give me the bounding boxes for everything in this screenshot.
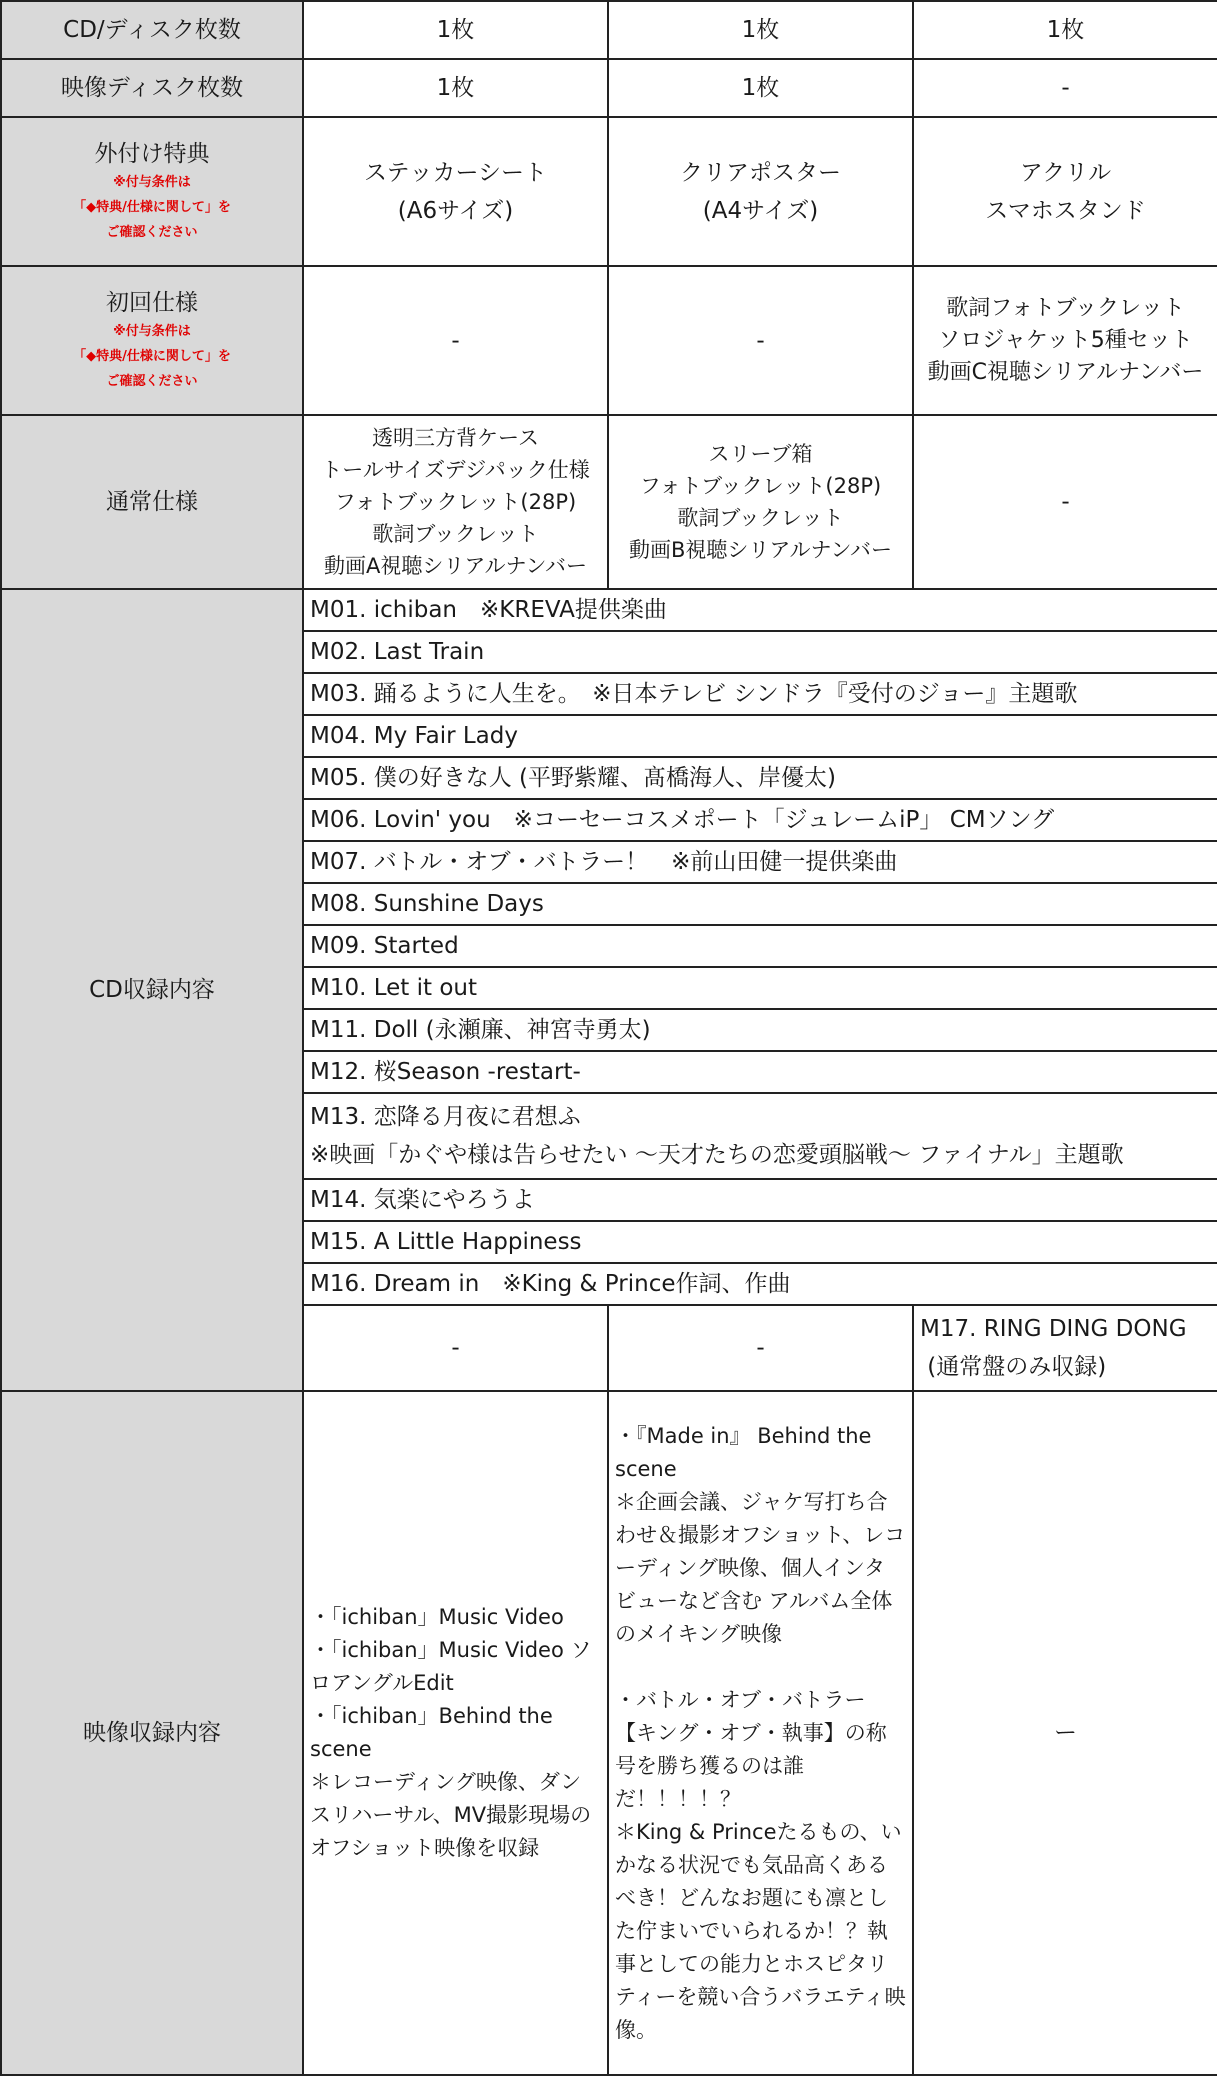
external-bonus-col3 xyxy=(913,117,1217,266)
regular-spec-col1 xyxy=(303,415,608,589)
header-video-disc-count: 映像ディスク枚数 xyxy=(1,59,303,117)
video-col2-item2: ＊企画会議、ジャケ写打ち合わせ＆撮影オフショット、レコーディング映像、個人インタビューなど含む アルバム全体のメイキング映像 xyxy=(615,1489,906,1646)
external-bonus-col2 xyxy=(608,117,913,266)
regular-spec-col2-line3: 歌詞ブックレット xyxy=(677,506,844,530)
track-m04: M04. My Fair Lady xyxy=(303,715,1217,757)
first-press-col3-line3: 動画C視聴シリアルナンバー xyxy=(927,359,1204,385)
row-first-press xyxy=(1,266,1217,415)
regular-spec-col1-line3: フォトブックレット(28P) xyxy=(334,490,577,514)
row-external-bonus xyxy=(1,117,1217,266)
track-row xyxy=(1,589,1217,631)
external-bonus-col1-line2: (A6サイズ) xyxy=(397,197,514,224)
header-regular-spec: 通常仕様 xyxy=(1,415,303,589)
track-m14: M14. 気楽にやろうよ xyxy=(303,1179,1217,1221)
track-m02: M02. Last Train xyxy=(303,631,1217,673)
first-press-col3-line1: 歌詞フォトブックレット xyxy=(946,295,1185,321)
video-col1-item4: ＊レコーディング映像、ダンスリハーサル、MV撮影現場のオフショット映像を収録 xyxy=(310,1770,592,1860)
track-m03: M03. 踊るように人生を。 ※日本テレビ シンドラ『受付のジョー』主題歌 xyxy=(303,673,1217,715)
track-m13-title: M13. 恋降る月夜に君想ふ xyxy=(310,1104,581,1130)
first-press-note-line3: ご確認ください xyxy=(106,374,198,389)
track-m13 xyxy=(303,1093,1217,1179)
bonus-note-line2: 「◆特典/仕様に関して」を xyxy=(73,200,231,215)
disc-count-col2: 1枚 xyxy=(608,1,913,59)
video-col1-item3: ・「ichiban」Behind the scene xyxy=(310,1704,553,1761)
track-m08: M08. Sunshine Days xyxy=(303,883,1217,925)
first-press-col3 xyxy=(913,266,1217,415)
header-external-bonus xyxy=(1,117,303,266)
header-first-press xyxy=(1,266,303,415)
track-m11: M11. Doll (永瀬廉、神宮寺勇太) xyxy=(303,1009,1217,1051)
regular-spec-col3: - xyxy=(913,415,1217,589)
track-m15: M15. A Little Happiness xyxy=(303,1221,1217,1263)
header-video-contents: 映像収録内容 xyxy=(1,1391,303,2075)
regular-spec-col2-line4: 動画B視聴シリアルナンバー xyxy=(628,538,893,562)
video-col1-item1: ・「ichiban」Music Video xyxy=(310,1605,564,1629)
disc-count-col3: 1枚 xyxy=(913,1,1217,59)
video-col2-item3: ・バトル・オブ・バトラー【キング・オブ・執事】の称号を勝ち獲るのは誰だ！！！！？ xyxy=(615,1687,887,1811)
regular-spec-col2-line2: フォトブックレット(28P) xyxy=(639,474,882,498)
regular-spec-col2-line1: スリーブ箱 xyxy=(708,442,813,466)
bonus-track-col2: - xyxy=(608,1305,913,1391)
video-disc-count-col1: 1枚 xyxy=(303,59,608,117)
first-press-note-line2: 「◆特典/仕様に関して」を xyxy=(73,349,231,364)
header-external-bonus-label: 外付け特典 xyxy=(94,141,210,167)
row-regular-spec xyxy=(1,415,1217,589)
bonus-note-line1: ※付与条件は xyxy=(113,175,191,190)
regular-spec-col1-line1: 透明三方背ケース xyxy=(372,426,539,450)
header-disc-count: CD/ディスク枚数 xyxy=(1,1,303,59)
video-col2-spacer xyxy=(615,1651,906,1684)
bonus-note-line3: ご確認ください xyxy=(106,225,198,240)
track-m05: M05. 僕の好きな人 (平野紫耀、髙橋海人、岸優太) xyxy=(303,757,1217,799)
bonus-track-col1: - xyxy=(303,1305,608,1391)
header-first-press-label: 初回仕様 xyxy=(106,290,198,316)
bonus-track-title: M17. RING DING DONG xyxy=(920,1316,1187,1342)
external-bonus-col2-line2: (A4サイズ) xyxy=(702,197,819,224)
external-bonus-col2-line1: クリアポスター xyxy=(680,159,841,186)
external-bonus-col1 xyxy=(303,117,608,266)
first-press-col2: - xyxy=(608,266,913,415)
bonus-track-note: (通常盤のみ収録) xyxy=(920,1354,1107,1380)
external-bonus-col3-line1: アクリル xyxy=(1019,159,1112,186)
first-press-note-line1: ※付与条件は xyxy=(113,324,191,339)
first-press-col1: - xyxy=(303,266,608,415)
regular-spec-col1-line4: 歌詞ブックレット xyxy=(372,522,539,546)
disc-count-col1: 1枚 xyxy=(303,1,608,59)
track-m01: M01. ichiban ※KREVA提供楽曲 xyxy=(303,589,1217,631)
video-col3: ー xyxy=(913,1391,1217,2075)
external-bonus-col1-line1: ステッカーシート xyxy=(363,159,548,186)
row-video-contents xyxy=(1,1391,1217,2075)
video-col1 xyxy=(303,1391,608,2075)
video-col1-item2: ・「ichiban」Music Video ソロアングルEdit xyxy=(310,1638,592,1695)
video-col2 xyxy=(608,1391,913,2075)
first-press-col3-line2: ソロジャケット5種セット xyxy=(938,327,1193,353)
track-m12: M12. 桜Season -restart- xyxy=(303,1051,1217,1093)
regular-spec-col2 xyxy=(608,415,913,589)
track-m06: M06. Lovin' you ※コーセーコスメポート「ジュレームiP」 CMソング xyxy=(303,799,1217,841)
bonus-track-col3 xyxy=(913,1305,1217,1391)
video-disc-count-col2: 1枚 xyxy=(608,59,913,117)
row-video-disc-count xyxy=(1,59,1217,117)
track-m16: M16. Dream in ※King & Prince作詞、作曲 xyxy=(303,1263,1217,1305)
track-m10: M10. Let it out xyxy=(303,967,1217,1009)
track-m09: M09. Started xyxy=(303,925,1217,967)
row-disc-count xyxy=(1,1,1217,59)
regular-spec-col1-line2: トールサイズデジパック仕様 xyxy=(321,458,590,482)
video-col2-item1: ・『Made in』 Behind the scene xyxy=(615,1423,872,1481)
video-disc-count-col3: - xyxy=(913,59,1217,117)
regular-spec-col1-line5: 動画A視聴シリアルナンバー xyxy=(323,554,587,578)
track-m07: M07. バトル・オブ・バトラー！ ※前山田健一提供楽曲 xyxy=(303,841,1217,883)
external-bonus-col3-line2: スマホスタンド xyxy=(985,197,1146,224)
video-col2-item4: ＊King & Princeたるもの、いかなる状況でも気品高くあるべき！どんなお題にも凛とした佇まいでいられるか！？執事としての能力とホスピタリティーを競い合うバラエティ映像。 xyxy=(615,1819,906,2042)
header-cd-contents: CD収録内容 xyxy=(1,589,303,1391)
track-m13-note: ※映画「かぐや様は告らせたい 〜天才たちの恋愛頭脳戦〜 ファイナル」主題歌 xyxy=(310,1142,1124,1168)
